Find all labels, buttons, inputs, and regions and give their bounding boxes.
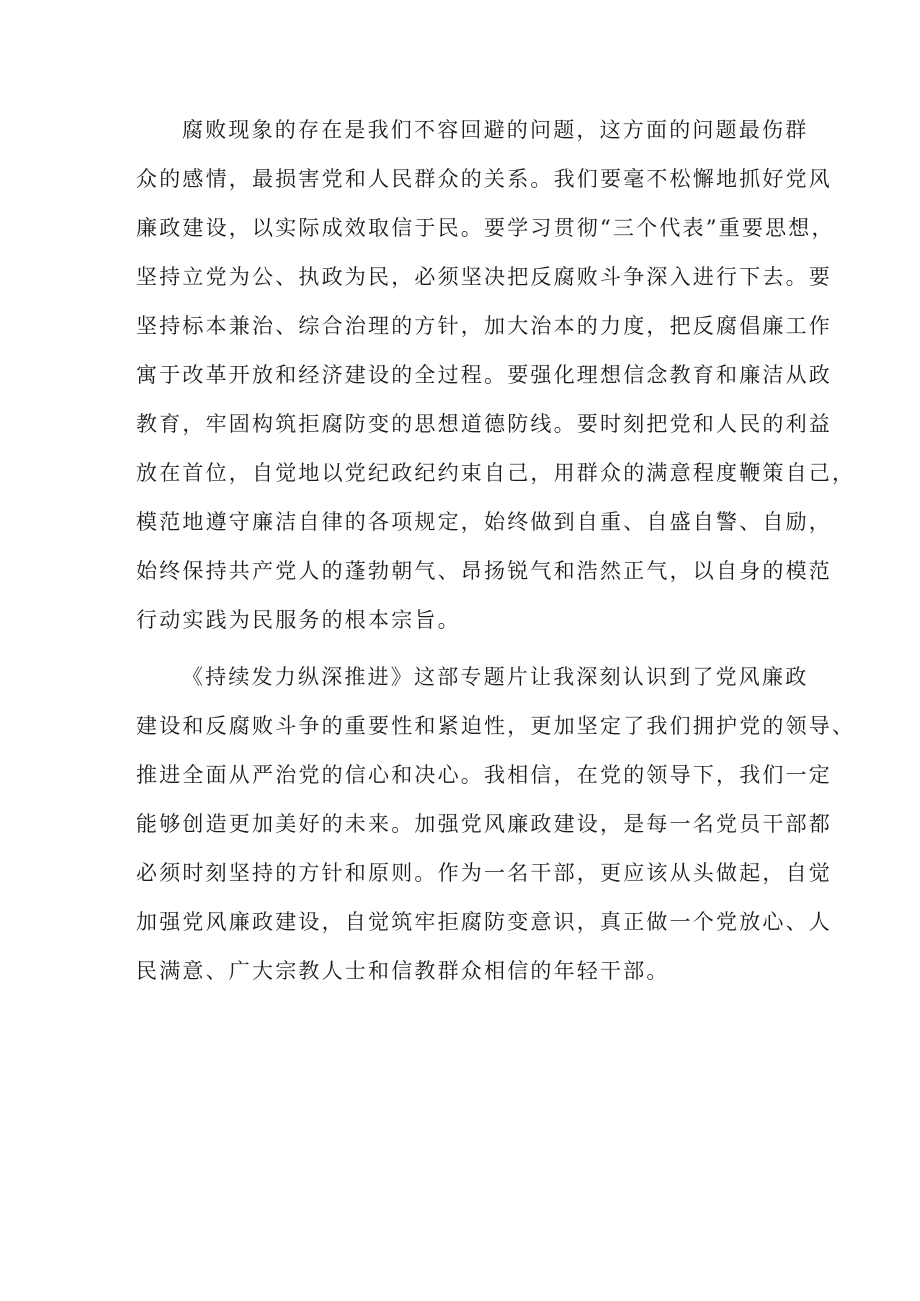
paragraph-line: 众的感情，最损害党和人民群众的关系。我们要毫不松懈地抓好党风	[136, 167, 832, 191]
paragraph-line: 教育，牢固构筑拒腐防变的思想道德防线。要时刻把党和人民的利益	[136, 412, 832, 436]
paragraph-line: 推进全面从严治党的信心和决心。我相信，在党的领导下，我们一定	[136, 763, 832, 787]
paragraph-line: 坚持立党为公、执政为民，必须坚决把反腐败斗争深入进行下去。要	[136, 265, 832, 289]
paragraph-line: 模范地遵守廉洁自律的各项规定，始终做到自重、自盛自警、自励，	[136, 510, 832, 534]
paragraph-line: 腐败现象的存在是我们不容回避的问题，这方面的问题最伤群	[182, 118, 809, 142]
paragraph-2	[136, 653, 856, 996]
paragraph-line: 加强党风廉政建设，自觉筑牢拒腐防变意识，真正做一个党放心、人	[136, 910, 832, 934]
paragraph-line: 寓于改革开放和经济建设的全过程。要强化理想信念教育和廉洁从政	[136, 363, 832, 387]
paragraph-line: 民满意、广大宗教人士和信教群众相信的年轻干部。	[136, 959, 670, 983]
paragraph-line: 行动实践为民服务的根本宗旨。	[136, 608, 461, 632]
paragraph-line: 《持续发力纵深推进》这部专题片让我深刻认识到了党风廉政	[182, 665, 809, 689]
paragraph-line: 始终保持共产党人的蓬勃朝气、昂扬锐气和浩然正气，以自身的模范	[136, 559, 832, 583]
paragraph-line: 建设和反腐败斗争的重要性和紧迫性，更加坚定了我们拥护党的领导、	[136, 714, 856, 738]
paragraph-line: 必须时刻坚持的方针和原则。作为一名干部，更应该从头做起，自觉	[136, 861, 832, 885]
paragraph-1	[136, 106, 856, 645]
paragraph-line: 放在首位，自觉地以党纪政纪约束自己，用群众的满意程度鞭策自己，	[136, 461, 856, 485]
paragraph-line: 廉政建设，以实际成效取信于民。要学习贯彻“三个代表”重要思想，	[136, 216, 835, 240]
paragraph-line: 能够创造更加美好的未来。加强党风廉政建设，是每一名党员干部都	[136, 812, 832, 836]
paragraph-line: 坚持标本兼治、综合治理的方针，加大治本的力度，把反腐倡廉工作	[136, 314, 832, 338]
document-page	[136, 106, 856, 996]
